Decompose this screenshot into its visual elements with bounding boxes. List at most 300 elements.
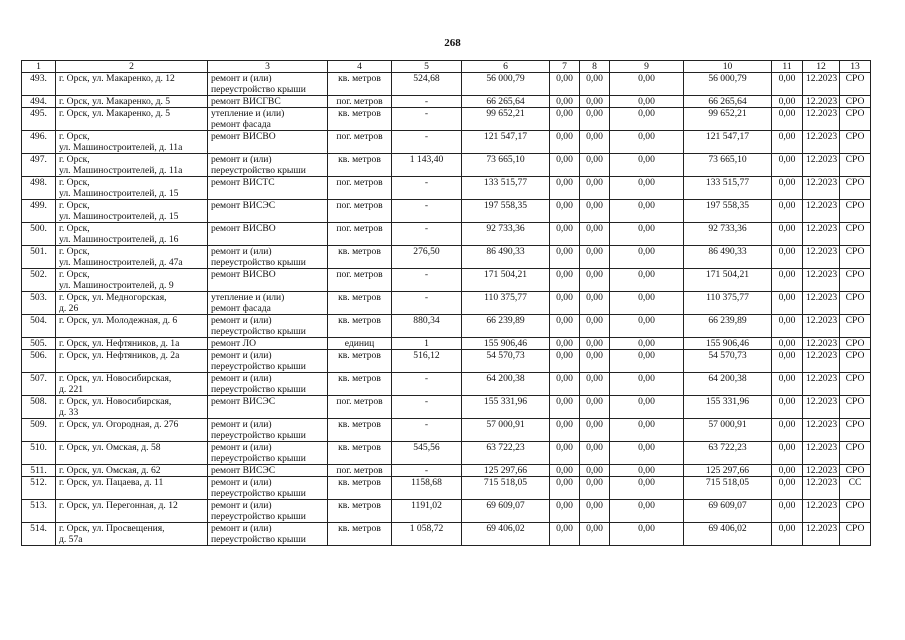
funding-source-cell — [840, 223, 871, 246]
col7-cell — [550, 465, 580, 477]
col9-cell-text: 0,00 — [638, 154, 655, 165]
address-cell-text: ул. Машиностроителей, д. 11а — [59, 142, 183, 153]
col11-cell-text: 0,00 — [778, 177, 796, 188]
col9-cell-text: 0,00 — [638, 200, 655, 211]
total-cost-cell-text: 86 490,33 — [486, 246, 525, 257]
col11-cell-text: 0,00 — [778, 315, 796, 326]
quantity-cell-text: 516,12 — [413, 350, 440, 361]
total-cost-cell-text: 69 609,07 — [486, 500, 525, 511]
col9-cell-text: 0,00 — [638, 108, 655, 119]
quantity-cell — [392, 338, 462, 350]
col9-cell-text: 0,00 — [638, 442, 655, 453]
col7-cell-text: 0,00 — [556, 200, 573, 211]
address-cell-text: г. Орск, ул. Омская, д. 58 — [59, 442, 161, 453]
col9-cell-text: 0,00 — [638, 131, 655, 142]
col11-cell — [772, 154, 803, 177]
col9-cell-text: 0,00 — [638, 523, 655, 534]
col7-cell — [550, 292, 580, 315]
address-cell — [56, 477, 208, 500]
col9-cell — [610, 200, 684, 223]
total-cost-cell — [462, 131, 550, 154]
col9-cell — [610, 477, 684, 500]
col11-cell — [772, 177, 803, 200]
total-cost-cell-text: 99 652,21 — [486, 108, 525, 119]
completion-date-cell — [803, 419, 840, 442]
quantity-cell-text: 1 058,72 — [409, 523, 444, 534]
col10-cell — [684, 200, 772, 223]
col11-cell-text: 0,00 — [778, 500, 796, 511]
table-row — [22, 246, 871, 269]
work-type-cell-text: переустройство крыши — [211, 257, 306, 268]
quantity-cell — [392, 246, 462, 269]
quantity-cell-text: - — [424, 200, 429, 211]
col9-cell-text: 0,00 — [638, 396, 655, 407]
address-cell-text: г. Орск, ул. Перегонная, д. 12 — [59, 500, 178, 511]
quantity-cell — [392, 419, 462, 442]
quantity-cell-text: - — [424, 373, 429, 384]
col7-cell-text: 0,00 — [556, 96, 573, 107]
completion-date-cell — [803, 108, 840, 131]
total-cost-cell — [462, 154, 550, 177]
funding-source-cell-text: СРО — [845, 73, 865, 84]
work-type-cell-text: ремонт ВИСГВС — [211, 96, 281, 107]
col9-cell — [610, 269, 684, 292]
quantity-cell — [392, 96, 462, 108]
completion-date-cell-text: 12.2023 — [806, 315, 838, 326]
address-cell — [56, 523, 208, 546]
completion-date-cell — [803, 350, 840, 373]
funding-source-cell-text: СРО — [845, 246, 865, 257]
address-cell-text: д. 57а — [59, 534, 83, 545]
unit-cell-text: кв. метров — [338, 292, 381, 303]
col8-cell-text: 0,00 — [586, 73, 603, 84]
column-header: 6 — [462, 61, 550, 73]
unit-cell — [328, 523, 392, 546]
col10-cell-text: 99 652,21 — [708, 108, 747, 119]
col9-cell — [610, 246, 684, 269]
funding-source-cell — [840, 396, 871, 419]
work-type-cell — [208, 373, 328, 396]
total-cost-cell-text: 66 239,89 — [486, 315, 525, 326]
unit-cell — [328, 200, 392, 223]
quantity-cell-text: - — [424, 419, 429, 430]
work-type-cell-text: переустройство крыши — [211, 534, 306, 545]
work-type-cell — [208, 419, 328, 442]
funding-source-cell — [840, 350, 871, 373]
quantity-cell — [392, 200, 462, 223]
unit-cell — [328, 96, 392, 108]
address-cell — [56, 177, 208, 200]
funding-source-cell — [840, 177, 871, 200]
total-cost-cell — [462, 269, 550, 292]
work-type-cell-text: ремонт и (или) — [211, 442, 272, 453]
total-cost-cell-text: 57 000,91 — [486, 419, 525, 430]
col8-cell — [580, 315, 610, 338]
col7-cell — [550, 73, 580, 96]
funding-source-cell — [840, 442, 871, 465]
row-number-cell-text: 510. — [30, 442, 47, 453]
col10-cell — [684, 396, 772, 419]
row-number-cell — [22, 315, 56, 338]
work-type-cell — [208, 350, 328, 373]
funding-source-cell-text: СРО — [845, 396, 865, 407]
col7-cell — [550, 108, 580, 131]
quantity-cell-text: 880,34 — [413, 315, 440, 326]
unit-cell-text: кв. метров — [338, 500, 381, 511]
address-cell-text: г. Орск, ул. Макаренко, д. 5 — [59, 108, 171, 119]
col8-cell — [580, 96, 610, 108]
address-cell-text: д. 33 — [59, 407, 79, 418]
completion-date-cell — [803, 96, 840, 108]
funding-source-cell-text: СРО — [845, 442, 865, 453]
col7-cell-text: 0,00 — [556, 477, 573, 488]
unit-cell-text: пог. метров — [336, 269, 383, 280]
quantity-cell-text: - — [424, 269, 429, 280]
column-header: 13 — [840, 61, 871, 73]
completion-date-cell-text: 12.2023 — [806, 523, 838, 534]
address-cell — [56, 73, 208, 96]
column-header: 10 — [684, 61, 772, 73]
quantity-cell — [392, 154, 462, 177]
work-type-cell-text: ремонт фасада — [211, 119, 271, 130]
row-number-cell-text: 505. — [30, 338, 47, 349]
col10-cell-text: 56 000,79 — [708, 73, 747, 84]
col10-cell — [684, 338, 772, 350]
completion-date-cell — [803, 154, 840, 177]
total-cost-cell-text: 69 406,02 — [486, 523, 525, 534]
col10-cell-text: 92 733,36 — [708, 223, 747, 234]
col11-cell — [772, 523, 803, 546]
quantity-cell — [392, 477, 462, 500]
col7-cell — [550, 396, 580, 419]
funding-source-cell — [840, 500, 871, 523]
work-type-cell — [208, 292, 328, 315]
completion-date-cell-text: 12.2023 — [806, 292, 838, 303]
col8-cell-text: 0,00 — [586, 292, 603, 303]
col11-cell-text: 0,00 — [778, 246, 796, 257]
unit-cell — [328, 223, 392, 246]
completion-date-cell-text: 12.2023 — [806, 477, 838, 488]
col10-cell-text: 63 722,23 — [708, 442, 747, 453]
quantity-cell-text: - — [424, 108, 429, 119]
total-cost-cell-text: 133 515,77 — [483, 177, 528, 188]
funding-source-cell-text: СРО — [845, 465, 865, 476]
col7-cell-text: 0,00 — [556, 465, 573, 476]
col11-cell-text: 0,00 — [778, 523, 796, 534]
work-type-cell — [208, 269, 328, 292]
funding-source-cell — [840, 96, 871, 108]
funding-source-cell-text: СРО — [845, 269, 865, 280]
total-cost-cell — [462, 177, 550, 200]
table-row — [22, 96, 871, 108]
quantity-cell-text: - — [424, 177, 429, 188]
col9-cell — [610, 131, 684, 154]
col9-cell — [610, 465, 684, 477]
col10-cell — [684, 131, 772, 154]
col8-cell-text: 0,00 — [586, 131, 603, 142]
unit-cell — [328, 500, 392, 523]
unit-cell — [328, 419, 392, 442]
col10-cell — [684, 96, 772, 108]
funding-source-cell-text: СРО — [845, 315, 865, 326]
work-type-cell — [208, 442, 328, 465]
col8-cell — [580, 523, 610, 546]
unit-cell-text: пог. метров — [336, 131, 383, 142]
col11-cell-text: 0,00 — [778, 154, 796, 165]
address-cell-text: г. Орск, ул. Макаренко, д. 12 — [59, 73, 175, 84]
funding-source-cell-text: СС — [848, 477, 862, 488]
row-number-cell-text: 512. — [30, 477, 47, 488]
col8-cell-text: 0,00 — [586, 396, 603, 407]
address-cell-text: ул. Машиностроителей, д. 11а — [59, 165, 183, 176]
quantity-cell-text: 1 — [424, 338, 429, 349]
row-number-cell-text: 511. — [30, 465, 47, 476]
col11-cell — [772, 315, 803, 338]
completion-date-cell — [803, 73, 840, 96]
unit-cell-text: кв. метров — [338, 315, 381, 326]
funding-source-cell-text: СРО — [845, 131, 865, 142]
completion-date-cell — [803, 338, 840, 350]
address-cell — [56, 500, 208, 523]
table-row — [22, 465, 871, 477]
col8-cell-text: 0,00 — [586, 465, 603, 476]
col11-cell — [772, 419, 803, 442]
address-cell-text: д. 26 — [59, 303, 79, 314]
col11-cell — [772, 96, 803, 108]
total-cost-cell-text: 715 518,05 — [483, 477, 528, 488]
col7-cell-text: 0,00 — [556, 396, 573, 407]
col10-cell-text: 171 504,21 — [705, 269, 750, 280]
total-cost-cell — [462, 315, 550, 338]
work-type-cell-text: ремонт и (или) — [211, 523, 272, 534]
table-row — [22, 131, 871, 154]
col9-cell-text: 0,00 — [638, 292, 655, 303]
page-number: 268 — [444, 37, 461, 49]
col11-cell-text: 0,00 — [778, 350, 796, 361]
col10-cell-text: 57 000,91 — [708, 419, 747, 430]
col8-cell — [580, 177, 610, 200]
work-type-cell-text: переустройство крыши — [211, 488, 306, 499]
col9-cell — [610, 96, 684, 108]
col8-cell — [580, 154, 610, 177]
total-cost-cell-text: 197 558,35 — [483, 200, 528, 211]
work-type-cell-text: ремонт ВИСВО — [211, 131, 276, 142]
col8-cell-text: 0,00 — [586, 477, 603, 488]
address-cell-text: г. Орск, ул. Медногорская, — [59, 292, 167, 303]
col8-cell-text: 0,00 — [586, 223, 603, 234]
column-header: 12 — [803, 61, 840, 73]
col7-cell-text: 0,00 — [556, 108, 573, 119]
work-type-cell-text: утепление и (или) — [211, 108, 285, 119]
col8-cell-text: 0,00 — [586, 442, 603, 453]
total-cost-cell-text: 73 665,10 — [486, 154, 525, 165]
work-type-cell — [208, 108, 328, 131]
total-cost-cell — [462, 200, 550, 223]
table-row — [22, 373, 871, 396]
col11-cell — [772, 131, 803, 154]
address-cell-text: г. Орск, — [59, 154, 90, 165]
col9-cell — [610, 154, 684, 177]
work-type-cell-text: ремонт и (или) — [211, 477, 272, 488]
total-cost-cell-text: 66 265,64 — [486, 96, 525, 107]
address-cell-text: д. 221 — [59, 384, 84, 395]
row-number-cell — [22, 350, 56, 373]
quantity-cell — [392, 73, 462, 96]
quantity-cell-text: 524,68 — [413, 73, 440, 84]
address-cell-text: г. Орск, ул. Молодежная, д. 6 — [59, 315, 178, 326]
col7-cell-text: 0,00 — [556, 223, 573, 234]
unit-cell — [328, 373, 392, 396]
work-type-cell-text: переустройство крыши — [211, 326, 306, 337]
funding-source-cell — [840, 108, 871, 131]
unit-cell — [328, 108, 392, 131]
col11-cell-text: 0,00 — [778, 292, 796, 303]
col11-cell-text: 0,00 — [778, 465, 796, 476]
quantity-cell — [392, 292, 462, 315]
row-number-cell — [22, 477, 56, 500]
col9-cell-text: 0,00 — [638, 465, 655, 476]
address-cell-text: г. Орск, ул. Новосибирская, — [59, 373, 172, 384]
col8-cell — [580, 442, 610, 465]
col7-cell-text: 0,00 — [556, 315, 573, 326]
col11-cell-text: 0,00 — [778, 73, 796, 84]
quantity-cell-text: - — [424, 396, 429, 407]
col11-cell-text: 0,00 — [778, 442, 796, 453]
address-cell — [56, 108, 208, 131]
quantity-cell — [392, 350, 462, 373]
work-type-cell-text: переустройство крыши — [211, 430, 306, 441]
table-row — [22, 338, 871, 350]
col8-cell — [580, 500, 610, 523]
work-type-cell-text: переустройство крыши — [211, 453, 306, 464]
work-type-cell-text: ремонт ВИСЭС — [211, 200, 276, 211]
row-number-cell-text: 507. — [30, 373, 47, 384]
funding-source-cell-text: СРО — [845, 500, 865, 511]
col9-cell — [610, 223, 684, 246]
row-number-cell-text: 497. — [30, 154, 47, 165]
col11-cell — [772, 73, 803, 96]
quantity-cell-text: 1191,02 — [411, 500, 442, 511]
col11-cell-text: 0,00 — [778, 223, 796, 234]
work-type-cell-text: ремонт и (или) — [211, 500, 272, 511]
completion-date-cell-text: 12.2023 — [806, 131, 838, 142]
quantity-cell-text: 545,56 — [413, 442, 440, 453]
completion-date-cell-text: 12.2023 — [806, 269, 838, 280]
col8-cell — [580, 269, 610, 292]
col9-cell-text: 0,00 — [638, 96, 655, 107]
col9-cell — [610, 442, 684, 465]
total-cost-cell — [462, 350, 550, 373]
unit-cell — [328, 246, 392, 269]
row-number-cell — [22, 396, 56, 419]
row-number-cell-text: 506. — [30, 350, 47, 361]
row-number-cell-text: 499. — [30, 200, 47, 211]
quantity-cell — [392, 131, 462, 154]
work-type-cell-text: утепление и (или) — [211, 292, 285, 303]
col9-cell-text: 0,00 — [638, 246, 655, 257]
completion-date-cell — [803, 396, 840, 419]
col9-cell — [610, 373, 684, 396]
row-number-cell — [22, 269, 56, 292]
work-type-cell-text: ремонт ЛО — [211, 338, 257, 349]
completion-date-cell-text: 12.2023 — [806, 154, 838, 165]
column-header: 11 — [772, 61, 803, 73]
col9-cell — [610, 315, 684, 338]
funding-source-cell — [840, 154, 871, 177]
table-row — [22, 177, 871, 200]
quantity-cell-text: 1 143,40 — [409, 154, 444, 165]
row-number-cell — [22, 154, 56, 177]
total-cost-cell — [462, 73, 550, 96]
address-cell — [56, 131, 208, 154]
col7-cell — [550, 419, 580, 442]
work-type-cell — [208, 500, 328, 523]
col10-cell — [684, 246, 772, 269]
funding-source-cell — [840, 373, 871, 396]
work-type-cell-text: ремонт и (или) — [211, 419, 272, 430]
total-cost-cell — [462, 223, 550, 246]
col9-cell — [610, 177, 684, 200]
col10-cell — [684, 373, 772, 396]
col9-cell — [610, 350, 684, 373]
address-cell-text: г. Орск, ул. Нефтяников, д. 2а — [59, 350, 180, 361]
row-number-cell — [22, 338, 56, 350]
table-row — [22, 477, 871, 500]
col7-cell — [550, 373, 580, 396]
col9-cell — [610, 108, 684, 131]
col10-cell-text: 197 558,35 — [705, 200, 750, 211]
col10-cell — [684, 477, 772, 500]
unit-cell-text: кв. метров — [338, 419, 381, 430]
col7-cell — [550, 315, 580, 338]
col7-cell-text: 0,00 — [556, 269, 573, 280]
row-number-cell — [22, 373, 56, 396]
completion-date-cell-text: 12.2023 — [806, 419, 838, 430]
col7-cell — [550, 154, 580, 177]
completion-date-cell — [803, 465, 840, 477]
work-type-cell-text: переустройство крыши — [211, 84, 306, 95]
table-row — [22, 292, 871, 315]
col8-cell-text: 0,00 — [586, 96, 603, 107]
quantity-cell-text: - — [424, 96, 429, 107]
col10-cell — [684, 154, 772, 177]
col8-cell — [580, 338, 610, 350]
completion-date-cell — [803, 246, 840, 269]
unit-cell — [328, 269, 392, 292]
completion-date-cell — [803, 477, 840, 500]
work-type-cell-text: ремонт и (или) — [211, 350, 272, 361]
address-cell — [56, 269, 208, 292]
address-cell-text: ул. Машиностроителей, д. 15 — [59, 211, 179, 222]
completion-date-cell — [803, 500, 840, 523]
address-cell-text: г. Орск, ул. Пацаева, д. 11 — [59, 477, 164, 488]
table-row — [22, 269, 871, 292]
col10-cell — [684, 442, 772, 465]
unit-cell-text: кв. метров — [338, 350, 381, 361]
row-number-cell-text: 503. — [30, 292, 47, 303]
address-cell-text: г. Орск, — [59, 246, 90, 257]
work-type-cell-text: ремонт ВИСТС — [211, 177, 275, 188]
column-header: 9 — [610, 61, 684, 73]
address-cell-text: г. Орск, ул. Огородная, д. 276 — [59, 419, 179, 430]
funding-source-cell — [840, 246, 871, 269]
funding-source-cell-text: СРО — [845, 350, 865, 361]
table-row — [22, 315, 871, 338]
row-number-cell-text: 500. — [30, 223, 47, 234]
quantity-cell — [392, 396, 462, 419]
col10-cell-text: 64 200,38 — [708, 373, 747, 384]
quantity-cell — [392, 442, 462, 465]
